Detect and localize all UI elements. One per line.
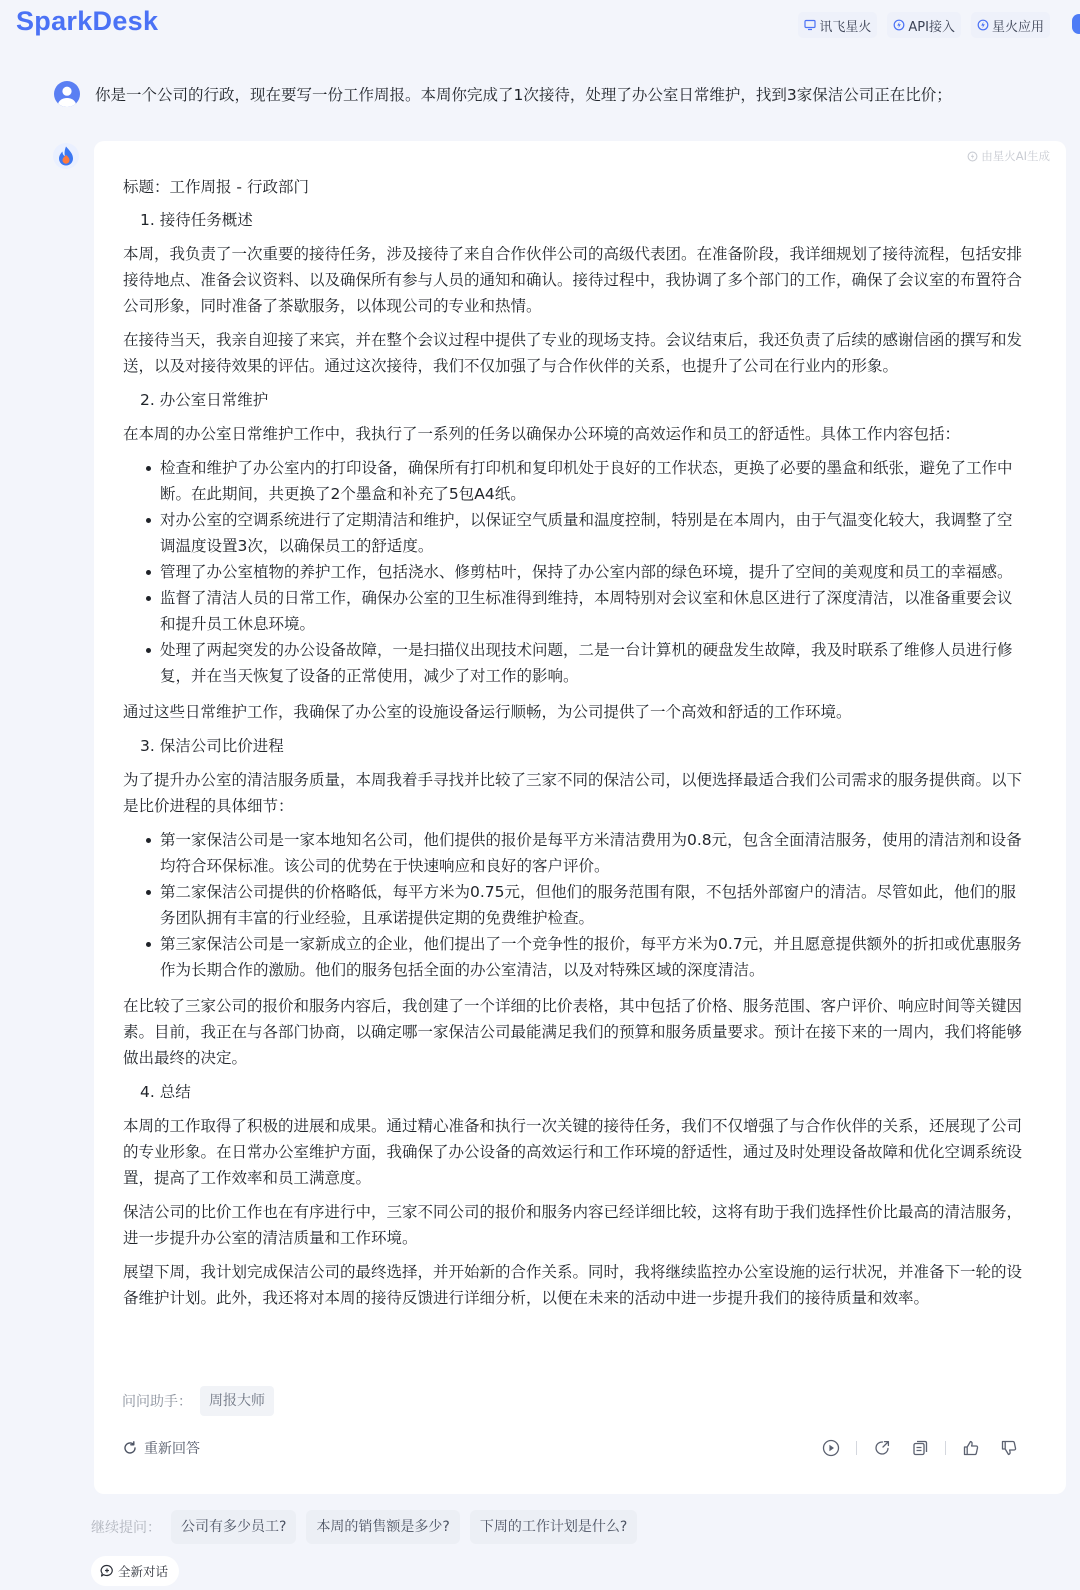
- spark-bot-avatar-icon: [53, 143, 79, 169]
- section-heading: 1. 接待任务概述: [140, 211, 253, 229]
- spark-icon: [893, 19, 905, 31]
- user-question: 你是一个公司的行政，现在要写一份工作周报。本周你完成了1次接待，处理了办公室日常维护，找到3家保洁公司正在比价；: [95, 86, 952, 104]
- paragraph: 通过这些日常维护工作，我确保了办公室的设施设备运行顺畅，为公司提供了一个高效和舒适的工作环境。: [123, 703, 852, 721]
- thumbs-down-icon: [1000, 1439, 1018, 1457]
- regenerate-button[interactable]: [122, 1438, 200, 1458]
- list-item: 检查和维护了办公室内的打印设备，确保所有打印机和复印机处于良好的工作状态，更换了必要的墨盒和纸张，避免了工作中断。在此期间，共更换了2个墨盒和补充了5包A4纸。: [123, 455, 1027, 507]
- share-icon: [873, 1439, 891, 1457]
- top-header: [0, 0, 1080, 48]
- sparkdesk-logo[interactable]: SparkDesk: [16, 6, 159, 36]
- monitor-icon: [804, 19, 816, 31]
- user-menu-avatar[interactable]: [1072, 14, 1080, 34]
- answer-content: [123, 174, 1027, 1319]
- nav-item-label: 讯飞星火: [819, 19, 872, 35]
- cleaning-company-list: [123, 827, 1027, 983]
- copy-icon: [911, 1439, 929, 1457]
- followup-chip[interactable]: 本周的销售额是多少?: [306, 1510, 459, 1544]
- list-item: 管理了办公室植物的养护工作，包括浇水、修剪枯叶，保持了办公室内部的绿色环境，提升了空间的美观度和员工的幸福感。: [123, 559, 1027, 585]
- nav-item-xunfei-spark[interactable]: [798, 12, 877, 38]
- list-item: 对办公室的空调系统进行了定期清洁和维护，以保证空气质量和温度控制，特别是在本周内，由于气温变化较大，我调整了空调温度设置3次，以确保员工的舒适度。: [123, 507, 1027, 559]
- assistant-tag-weekly-report[interactable]: 周报大师: [200, 1386, 274, 1416]
- followup-suggestions: [91, 1510, 637, 1544]
- like-button[interactable]: [961, 1438, 981, 1458]
- new-chat-label: 全新对话: [118, 1564, 169, 1579]
- nav-item-api[interactable]: [887, 12, 961, 38]
- paragraph: 保洁公司的比价工作也在有序进行中，三家不同公司的报价和服务内容已经详细比较，这将有助于我们选择性价比最高的清洁服务，进一步提升办公室的清洁质量和工作环境。: [123, 1203, 1023, 1247]
- answer-actions: [821, 1438, 1019, 1458]
- refresh-icon: [122, 1440, 138, 1456]
- spark-icon: [967, 151, 978, 162]
- section-heading: 4. 总结: [140, 1083, 191, 1101]
- top-nav: [798, 12, 1050, 38]
- section-heading: 2. 办公室日常维护: [140, 391, 269, 409]
- maintenance-list: [123, 455, 1027, 689]
- dislike-button[interactable]: [999, 1438, 1019, 1458]
- nav-item-label: 星火应用: [991, 19, 1044, 35]
- paragraph: 在比较了三家公司的报价和服务内容后，我创建了一个详细的比价表格，其中包括了价格、服务范围、客户评价、响应时间等关键因素。目前，我正在与各部门协商，以确定哪一家保洁公司最能满足我们的预算和服务质量要求。预计在接下来的一周内，我们将能够做出最终的决定。: [123, 997, 1023, 1067]
- play-icon: [822, 1439, 840, 1457]
- ask-assistant-label: 问问助手：: [122, 1394, 192, 1410]
- thumbs-up-icon: [962, 1439, 980, 1457]
- ask-assistant-row: [122, 1386, 274, 1416]
- paragraph: 在接待当天，我亲自迎接了来宾，并在整个会议过程中提供了专业的现场支持。会议结束后，我还负责了后续的感谢信函的撰写和发送，以及对接待效果的评估。通过这次接待，我们不仅加强了与合作伙伴的关系，也提升了公司在行业内的形象。: [123, 331, 1023, 375]
- list-item: 第二家保洁公司提供的价格略低，每平方米为0.75元，但他们的服务范围有限，不包括外部窗户的清洁。尽管如此，他们的服务团队拥有丰富的行业经验，且承诺提供定期的免费维护检查。: [123, 879, 1027, 931]
- list-item: 第一家保洁公司是一家本地知名公司，他们提供的报价是每平方米清洁费用为0.8元，包含全面清洁服务，使用的清洁剂和设备均符合环保标准。该公司的优势在于快速响应和良好的客户评价。: [123, 827, 1027, 879]
- followup-chip[interactable]: 下周的工作计划是什么?: [470, 1510, 637, 1544]
- divider: [945, 1441, 946, 1455]
- chat-bubble-icon: [100, 1564, 114, 1578]
- share-button[interactable]: [872, 1438, 892, 1458]
- nav-item-spark-apps[interactable]: [971, 12, 1050, 38]
- paragraph: 本周的工作取得了积极的进展和成果。通过精心准备和执行一次关键的接待任务，我们不仅增强了与合作伙伴的关系，还展现了公司的专业形象。在日常办公室维护方面，我确保了办公设备的高效运行和工作环境的舒适性，通过及时处理设备故障和优化空调系统设置，提高了工作效率和员工满意度。: [123, 1117, 1023, 1187]
- divider: [856, 1441, 857, 1455]
- followup-chip[interactable]: 公司有多少员工?: [171, 1510, 296, 1544]
- ai-generated-badge: [967, 148, 1050, 164]
- paragraph: 本周，我负责了一次重要的接待任务，涉及接待了来自合作伙伴公司的高级代表团。在准备阶段，我详细规划了接待流程，包括安排接待地点、准备会议资料、以及确保所有参与人员的通知和确认。接待过程中，我协调了多个部门的工作，确保了会议室的布置符合公司形象，同时准备了茶歇服务，以体现公司的专业和热情。: [123, 245, 1023, 315]
- regenerate-label: 重新回答: [144, 1441, 200, 1457]
- list-item: 处理了两起突发的办公设备故障，一是扫描仪出现技术问题，二是一台计算机的硬盘发生故障，我及时联系了维修人员进行修复，并在当天恢复了设备的正常使用，减少了对工作的影响。: [123, 637, 1027, 689]
- section-heading: 3. 保洁公司比价进程: [140, 737, 284, 755]
- paragraph: 为了提升办公室的清洁服务质量，本周我着手寻找并比较了三家不同的保洁公司，以便选择最适合我们公司需求的服务提供商。以下是比价进程的具体细节：: [123, 771, 1023, 815]
- followups-label: 继续提问：: [91, 1520, 161, 1536]
- play-audio-button[interactable]: [821, 1438, 841, 1458]
- user-avatar-icon: [54, 81, 80, 107]
- list-item: 监督了清洁人员的日常工作，确保办公室的卫生标准得到维持，本周特别对会议室和休息区进行了深度清洁，以准备重要会议和提升员工休息环境。: [123, 585, 1027, 637]
- spark-icon: [977, 19, 989, 31]
- nav-item-label: API接入: [908, 19, 955, 35]
- new-chat-button[interactable]: [91, 1556, 179, 1586]
- list-item: 第三家保洁公司是一家新成立的企业，他们提出了一个竞争性的报价，每平方米为0.7元，并且愿意提供额外的折扣或优惠服务作为长期合作的激励。他们的服务包括全面的办公室清洁，以及对特殊区域的深度清洁。: [123, 931, 1027, 983]
- report-title: 标题：工作周报 - 行政部门: [123, 178, 309, 196]
- copy-button[interactable]: [910, 1438, 930, 1458]
- paragraph: 展望下周，我计划完成保洁公司的最终选择，并开始新的合作关系。同时，我将继续监控办公室设施的运行状况，并准备下一轮的设备维护计划。此外，我还将对本周的接待反馈进行详细分析，以便在未来的活动中进一步提升我们的接待质量和效率。: [123, 1263, 1023, 1307]
- paragraph: 在本周的办公室日常维护工作中，我执行了一系列的任务以确保办公环境的高效运作和员工的舒适性。具体工作内容包括：: [123, 425, 961, 443]
- answer-card: [94, 141, 1066, 1494]
- ai-generated-label: 由星火AI生成: [981, 149, 1050, 163]
